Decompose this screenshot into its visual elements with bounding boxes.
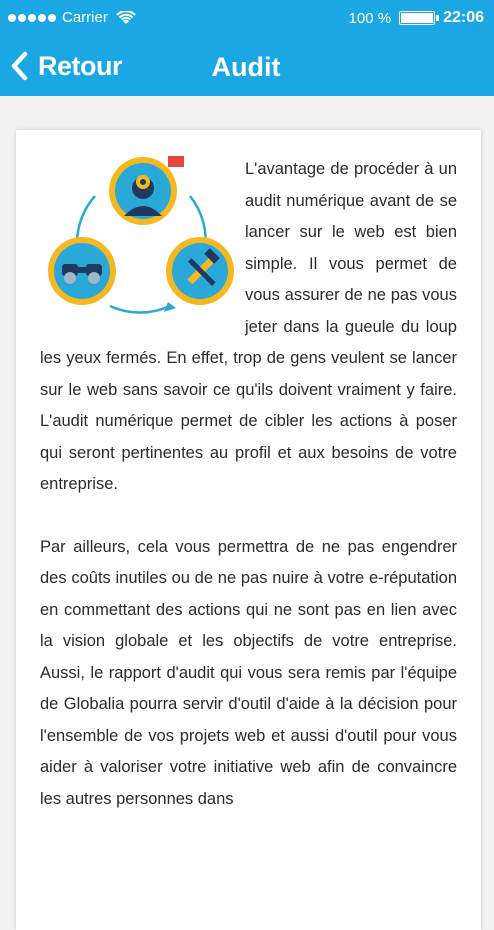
back-button[interactable] [10, 48, 122, 84]
carrier-name: Carrier [62, 9, 108, 26]
content-card [16, 130, 481, 930]
navigation-bar [0, 36, 494, 96]
signal-strength-icon [8, 14, 56, 22]
battery-level [401, 13, 433, 23]
status-left [8, 9, 136, 26]
clock: 22:06 [443, 9, 484, 26]
battery-icon [399, 11, 435, 25]
audit-cycle-illustration [40, 146, 235, 336]
status-bar [0, 0, 494, 36]
battery-percent: 100 % [348, 9, 392, 27]
page-title-text: Audit [211, 52, 281, 82]
paragraph-1: L'avantage de procéder à un audit numérique avant de se lancer sur le web est bien simple. Il vous permet de vous assurer de ne pas vous jeter dans la gueule du loup les yeux fermés. En effet, trop de gens veulent se lancer sur le web sans savoir ce qu'ils doivent vraiment y faire. L'audit numérique permet de cibler les actions à poser qui seront pertinentes au profil et aux besoins de votre entreprise. [40, 160, 457, 493]
back-button-label: Retour [38, 50, 122, 81]
back-chevron-icon [10, 51, 30, 81]
status-right [349, 9, 484, 27]
paragraph-2: Par ailleurs, cela vous permettra de ne pas engendrer des coûts inutiles ou de ne pas nuire à votre e-réputation en commettant des actions qui ne sont pas en lien avec la vision globale et les objectifs de votre entreprise. Aussi, le rapport d'audit qui vous sera remis par l'équipe de Globalia pourra servir d'outil d'aide à la décision pour l'ensemble de vos projets web et aussi d'outil pour vous aider à valoriser votre initiative web afin de convaincre les autres personnes dans [40, 537, 457, 808]
wifi-icon [116, 11, 136, 25]
